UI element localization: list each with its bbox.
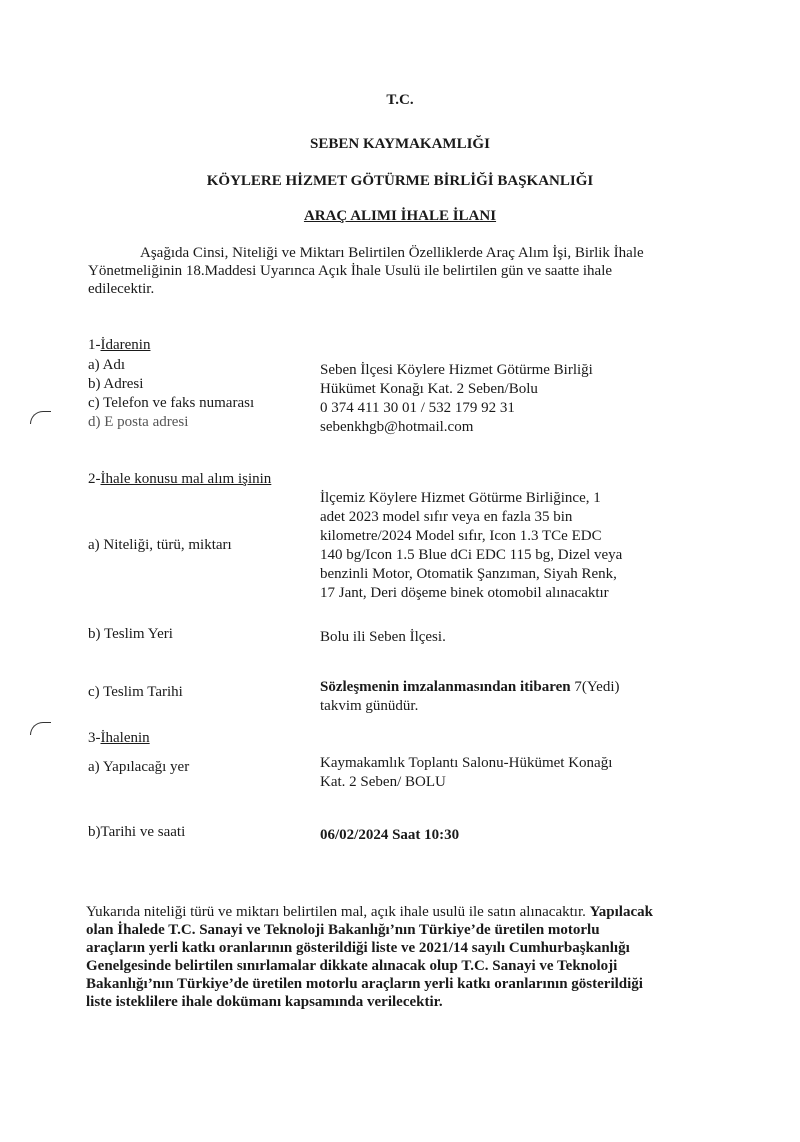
s2-a-value-line: adet 2023 model sıfır veya en fazla 35 bin [320, 509, 573, 525]
intro-line-3: edilecektir. [88, 281, 155, 297]
s1-a-value: Seben İlçesi Köylere Hizmet Götürme Birliği [320, 362, 593, 378]
s1-d-label: d) E posta adresi [88, 414, 189, 430]
s1-b-value: Hükümet Konağı Kat. 2 Seben/Bolu [320, 381, 538, 397]
closing-bold-line: liste isteklilere ihale dokümanı kapsamında verilecektir. [86, 994, 443, 1010]
s2-a-value [320, 489, 660, 603]
s2-c-value-rest: 7(Yedi) [570, 679, 620, 695]
s3-a-label: a) Yapılacağı yer [88, 759, 190, 775]
section3-number: 3- [88, 730, 101, 746]
closing-line-1 [86, 903, 710, 921]
header-tc: T.C. [386, 92, 414, 108]
section1-heading [88, 336, 150, 355]
s3-a-value [320, 754, 658, 792]
s1-d-value: sebenkhgb@hotmail.com [320, 419, 474, 435]
section3-title: İhalenin [100, 730, 150, 746]
section1-number: 1- [88, 337, 101, 353]
closing-line-1-normal: Yukarıda niteliği türü ve miktarı belirtilen mal, açık ihale usulü ile satın alınacaktır. [86, 904, 590, 920]
intro-line-1: Aşağıda Cinsi, Niteliği ve Miktarı Belirtilen Özelliklerde Araç Alım İşi, Birlik İhale [140, 245, 644, 261]
header-birlik: KÖYLERE HİZMET GÖTÜRME BİRLİĞİ BAŞKANLIĞI [206, 173, 594, 189]
s2-a-value-line: 140 bg/Icon 1.5 Blue dCi EDC 115 bg, Dizel veya [320, 547, 623, 563]
section2-number: 2- [88, 471, 101, 487]
s2-a-value-line: 17 Jant, Deri döşeme binek otomobil alınacaktır [320, 585, 609, 601]
s2-c-label: c) Teslim Tarihi [88, 684, 183, 700]
s2-a-label: a) Niteliği, türü, miktarı [88, 537, 232, 553]
section2-title: İhale konusu mal alım işinin [100, 471, 272, 487]
punch-hole-mark-top [30, 411, 51, 424]
closing-bold-line: Genelgesinde belirtilen sınırlamalar dikkate alınacak olup T.C. Sanayi ve Teknoloji [86, 958, 618, 974]
s1-b-label: b) Adresi [88, 376, 144, 392]
s2-c-value-bold: Sözleşmenin imzalanmasından itibaren [320, 679, 571, 695]
closing-paragraph [86, 903, 710, 1011]
s2-a-value-line: kilometre/2024 Model sıfır, Icon 1.3 TCe EDC [320, 528, 602, 544]
closing-bold-line: olan İhalede T.C. Sanayi ve Teknoloji Bakanlığı’nın Türkiye’de üretilen motorlu [86, 922, 600, 938]
s2-c-value [320, 678, 620, 716]
intro-line-2: Yönetmeliğinin 18.Maddesi Uyarınca Açık İhale Usulü ile belirtilen gün ve saatte ihale [88, 263, 613, 279]
header-kaymakamlik: SEBEN KAYMAKAMLIĞI [310, 136, 490, 152]
section3-heading [88, 729, 150, 748]
section1-title: İdarenin [100, 337, 151, 353]
closing-bold-line: Bakanlığı’nın Türkiye’de üretilen motorlu araçların yerli katkı oranlarının gösterildiği [86, 976, 643, 992]
s2-a-value-line: benzinli Motor, Otomatik Şanzıman, Siyah Renk, [320, 566, 617, 582]
s1-c-value: 0 374 411 30 01 / 532 179 92 31 [320, 400, 515, 416]
s2-b-value: Bolu ili Seben İlçesi. [320, 629, 446, 645]
s2-c-value-line1 [320, 678, 620, 697]
s3-b-label: b)Tarihi ve saati [88, 824, 186, 840]
s3-a-value-line1: Kaymakamlık Toplantı Salonu-Hükümet Konağı [320, 755, 613, 771]
intro-paragraph [88, 244, 708, 298]
section2-heading [88, 470, 271, 489]
s3-a-value-line2: Kat. 2 Seben/ BOLU [320, 774, 446, 790]
s2-a-value-line: İlçemiz Köylere Hizmet Götürme Birliğince, 1 [320, 490, 601, 506]
closing-bold-line: araçların yerli katkı oranlarının gösterildiği liste ve 2021/14 sayılı Cumhurbaşkanlığı [86, 940, 630, 956]
closing-line-1-bold: Yapılacak [589, 904, 653, 920]
s2-b-label: b) Teslim Yeri [88, 626, 173, 642]
document-title: ARAÇ ALIMI İHALE İLANI [303, 208, 497, 224]
s1-c-label: c) Telefon ve faks numarası [88, 395, 255, 411]
s3-b-value: 06/02/2024 Saat 10:30 [320, 827, 460, 843]
s2-c-value-line2: takvim günüdür. [320, 698, 419, 714]
s1-a-label: a) Adı [88, 357, 126, 373]
punch-hole-mark-bottom [30, 722, 51, 735]
